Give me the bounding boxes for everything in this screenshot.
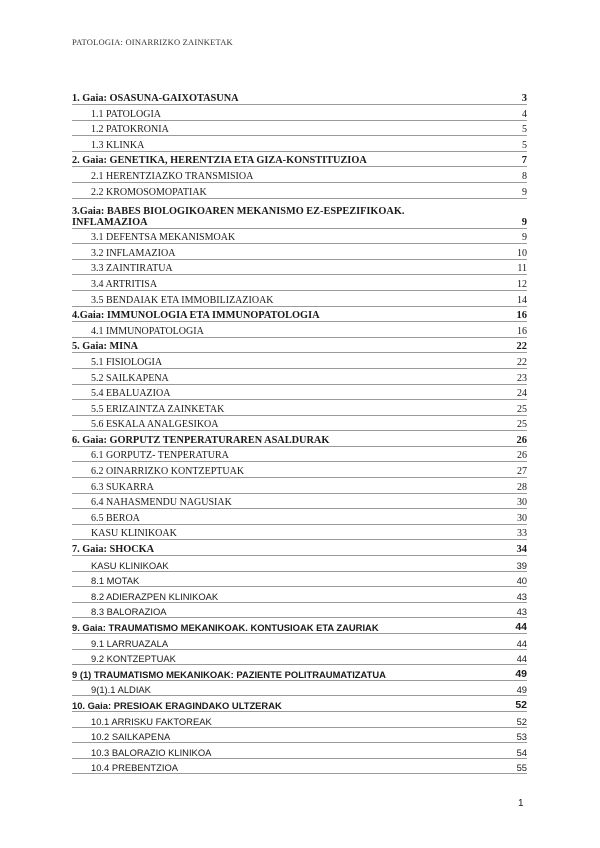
toc-entry-page: 44 bbox=[515, 621, 527, 633]
toc-entry-page: 24 bbox=[517, 388, 527, 400]
toc-entry[interactable] bbox=[72, 105, 527, 121]
toc-entry-label: 6. Gaia: GORPUTZ TENPERATURAREN ASALDURAK bbox=[72, 434, 330, 446]
toc-entry-label: 8.3 BALORAZIOA bbox=[91, 606, 167, 618]
toc-entry-label: 9.1 LARRUAZALA bbox=[91, 637, 169, 649]
toc-entry-label: 3.4 ARTRITISA bbox=[91, 278, 158, 290]
toc-entry[interactable] bbox=[72, 650, 527, 666]
toc-entry-page: 52 bbox=[516, 715, 527, 727]
toc-entry[interactable] bbox=[72, 183, 527, 199]
toc-entry-page: 43 bbox=[516, 606, 527, 618]
toc-entry[interactable] bbox=[72, 462, 527, 478]
toc-entry-page: 43 bbox=[516, 590, 527, 602]
toc-entry[interactable] bbox=[72, 540, 527, 556]
toc-entry-page: 30 bbox=[517, 512, 527, 524]
toc-entry-page: 22 bbox=[516, 341, 527, 353]
toc-entry[interactable] bbox=[72, 665, 527, 681]
toc-entry-label: 1. Gaia: OSASUNA-GAIXOTASUNA bbox=[72, 93, 239, 104]
toc-entry-label: 4.Gaia: IMMUNOLOGIA ETA IMMUNOPATOLOGIA bbox=[72, 310, 320, 322]
toc-entry[interactable] bbox=[72, 322, 527, 338]
toc-entry[interactable] bbox=[72, 338, 527, 354]
toc-entry[interactable] bbox=[72, 89, 527, 105]
toc-entry[interactable] bbox=[72, 634, 527, 650]
toc-entry-label: 4.1 IMMUNOPATOLOGIA bbox=[91, 325, 204, 337]
toc-entry[interactable] bbox=[72, 556, 527, 572]
toc-entry-page: 7 bbox=[521, 155, 527, 167]
page-number: 1 bbox=[518, 798, 524, 809]
toc-entry-page: 27 bbox=[517, 466, 527, 478]
toc-entry-page: 9 bbox=[522, 232, 527, 244]
toc-entry-label: 1.2 PATOKRONIA bbox=[91, 124, 169, 136]
toc-entry-page: 49 bbox=[516, 684, 527, 696]
toc-entry[interactable] bbox=[72, 291, 527, 307]
toc-entry-page: 44 bbox=[516, 653, 527, 665]
toc-entry-page: 40 bbox=[516, 575, 527, 587]
toc-entry-label: KASU KLINIKOAK bbox=[91, 559, 169, 571]
toc-entry-label: 6.3 SUKARRA bbox=[91, 481, 154, 493]
toc-entry-label: 2. Gaia: GENETIKA, HERENTZIA ETA GIZA-KONSTITUZIOA bbox=[72, 155, 367, 167]
toc-entry-label: 2.2 KROMOSOMOPATIAK bbox=[91, 186, 207, 198]
toc-entry-label: 3.3 ZAINTIRATUA bbox=[91, 263, 173, 275]
toc-entry-label: 3.Gaia: BABES BIOLOGIKOAREN MEKANISMO EZ-ESPEZIFIKOAK. INFLAMAZIOA bbox=[72, 205, 405, 228]
toc-entry[interactable] bbox=[72, 525, 527, 541]
toc-entry[interactable] bbox=[72, 369, 527, 385]
toc-entry-page: 52 bbox=[515, 698, 527, 711]
toc-entry[interactable] bbox=[72, 696, 527, 712]
toc-entry-page: 9 bbox=[521, 216, 527, 228]
toc-entry-page: 10 bbox=[517, 247, 527, 259]
toc-entry-page: 5 bbox=[522, 139, 527, 151]
toc-entry-label: 9(1).1 ALDIAK bbox=[91, 684, 151, 696]
toc-entry[interactable] bbox=[72, 353, 527, 369]
toc-entry[interactable] bbox=[72, 199, 527, 229]
toc-entry[interactable] bbox=[72, 587, 527, 603]
toc-entry-page: 8 bbox=[522, 170, 527, 182]
toc-entry-page: 55 bbox=[516, 762, 527, 774]
toc-entry-label: 3.5 BENDAIAK ETA IMMOBILIZAZIOAK bbox=[91, 294, 274, 306]
toc-entry[interactable] bbox=[72, 167, 527, 183]
toc-entry-page: 44 bbox=[516, 637, 527, 649]
toc-entry-label: 6.1 GORPUTZ- TENPERATURA bbox=[91, 450, 229, 462]
toc-entry-page: 25 bbox=[517, 419, 527, 431]
toc-entry[interactable] bbox=[72, 712, 527, 728]
toc-entry[interactable] bbox=[72, 416, 527, 432]
toc-entry[interactable] bbox=[72, 307, 527, 323]
toc-entry[interactable] bbox=[72, 728, 527, 744]
toc-entry[interactable] bbox=[72, 275, 527, 291]
table-of-contents bbox=[72, 89, 527, 774]
toc-entry-page: 9 bbox=[522, 186, 527, 198]
toc-entry-label: KASU KLINIKOAK bbox=[91, 528, 177, 540]
toc-entry-label: 8.1 MOTAK bbox=[91, 575, 140, 587]
toc-entry[interactable] bbox=[72, 447, 527, 463]
toc-entry[interactable] bbox=[72, 743, 527, 759]
toc-entry-page: 30 bbox=[517, 497, 527, 509]
toc-entry[interactable] bbox=[72, 618, 527, 634]
toc-entry-label: 8.2 ADIERAZPEN KLINIKOAK bbox=[91, 590, 219, 602]
toc-entry[interactable] bbox=[72, 244, 527, 260]
toc-entry-page: 26 bbox=[517, 450, 527, 462]
toc-entry[interactable] bbox=[72, 759, 527, 775]
toc-entry-label: 9. Gaia: TRAUMATISMO MEKANIKOAK. KONTUSIOAK ETA ZAURIAK bbox=[72, 622, 379, 633]
toc-entry-label: 10.3 BALORAZIO KLINIKOA bbox=[91, 746, 212, 758]
toc-entry-page: 12 bbox=[517, 278, 527, 290]
toc-entry[interactable] bbox=[72, 509, 527, 525]
toc-entry-label: 6.5 BEROA bbox=[91, 512, 140, 524]
toc-entry-page: 25 bbox=[517, 403, 527, 415]
toc-entry-page: 54 bbox=[516, 746, 527, 758]
toc-entry-label: 10. Gaia: PRESIOAK ERAGINDAKO ULTZERAK bbox=[72, 699, 282, 711]
toc-entry-page: 3 bbox=[521, 93, 527, 104]
toc-entry-label: 5.6 ESKALA ANALGESIKOA bbox=[91, 419, 219, 431]
toc-entry-label: 5.5 ERIZAINTZA ZAINKETAK bbox=[91, 403, 225, 415]
toc-entry-page: 23 bbox=[517, 372, 527, 384]
toc-entry-label: 9 (1) TRAUMATISMO MEKANIKOAK: PAZIENTE POLITRAUMATIZATUA bbox=[72, 668, 386, 680]
toc-entry[interactable] bbox=[72, 385, 527, 401]
toc-entry-page: 14 bbox=[517, 294, 527, 306]
toc-entry-label: 1.1 PATOLOGIA bbox=[91, 108, 162, 120]
toc-entry-label: 6.4 NAHASMENDU NAGUSIAK bbox=[91, 497, 232, 509]
toc-entry-page: 11 bbox=[517, 263, 527, 275]
toc-entry-label: 7. Gaia: SHOCKA bbox=[72, 544, 155, 556]
toc-entry[interactable] bbox=[72, 572, 527, 588]
toc-entry-page: 49 bbox=[515, 667, 527, 680]
running-header: PATOLOGIA: OINARRIZKO ZAINKETAK bbox=[72, 37, 233, 47]
toc-entry-label: 10.2 SAILKAPENA bbox=[91, 731, 171, 743]
toc-entry[interactable] bbox=[72, 152, 527, 168]
toc-entry-label: 9.2 KONTZEPTUAK bbox=[91, 653, 176, 665]
toc-entry-label: 10.1 ARRISKU FAKTOREAK bbox=[91, 715, 212, 727]
toc-entry[interactable] bbox=[72, 603, 527, 619]
toc-entry-label: 6.2 OINARRIZKO KONTZEPTUAK bbox=[91, 466, 245, 478]
toc-entry-page: 26 bbox=[516, 434, 527, 446]
toc-entry[interactable] bbox=[72, 229, 527, 245]
toc-entry-page: 28 bbox=[517, 481, 527, 493]
toc-entry-label: 2.1 HERENTZIAZKO TRANSMISIOA bbox=[91, 170, 254, 182]
toc-entry-label: 1.3 KLINKA bbox=[91, 139, 145, 151]
toc-entry-page: 34 bbox=[516, 544, 527, 556]
toc-entry-page: 16 bbox=[516, 310, 527, 322]
toc-entry[interactable] bbox=[72, 431, 527, 447]
toc-entry-page: 5 bbox=[522, 124, 527, 136]
toc-entry[interactable] bbox=[72, 478, 527, 494]
toc-entry[interactable] bbox=[72, 494, 527, 510]
toc-entry[interactable] bbox=[72, 136, 527, 152]
toc-entry[interactable] bbox=[72, 121, 527, 137]
toc-entry-label: 5.1 FISIOLOGIA bbox=[91, 356, 163, 368]
toc-entry-label: 5.4 EBALUAZIOA bbox=[91, 388, 171, 400]
toc-entry-page: 22 bbox=[517, 356, 527, 368]
toc-entry-label: 3.2 INFLAMAZIOA bbox=[91, 247, 176, 259]
toc-entry-page: 53 bbox=[516, 731, 527, 743]
toc-entry-page: 4 bbox=[522, 108, 527, 120]
toc-entry-label: 10.4 PREBENTZIOA bbox=[91, 762, 179, 774]
toc-entry-page: 33 bbox=[517, 528, 527, 540]
toc-entry[interactable] bbox=[72, 260, 527, 276]
toc-entry-page: 16 bbox=[517, 325, 527, 337]
toc-entry[interactable] bbox=[72, 681, 527, 697]
toc-entry-label: 5.2 SAILKAPENA bbox=[91, 372, 169, 384]
toc-entry-page: 39 bbox=[516, 559, 527, 571]
toc-entry[interactable] bbox=[72, 400, 527, 416]
toc-entry-label: 3.1 DEFENTSA MEKANISMOAK bbox=[91, 232, 236, 244]
toc-entry-label: 5. Gaia: MINA bbox=[72, 341, 139, 353]
